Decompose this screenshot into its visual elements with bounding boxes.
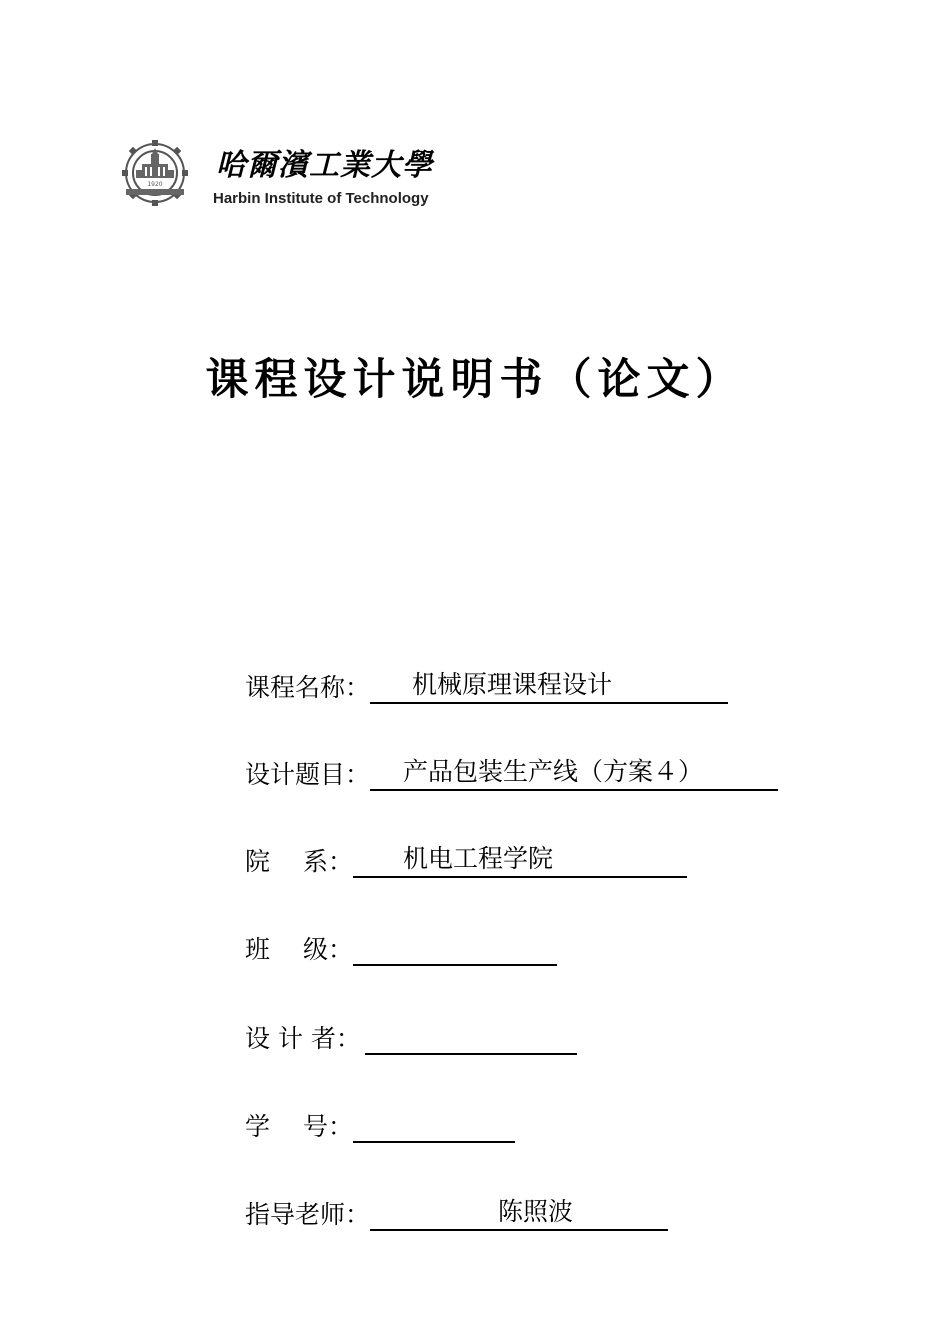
department-value: 机电工程学院 — [402, 844, 553, 873]
course-name-field — [245, 664, 728, 704]
course-name-label: 课程名称： — [245, 673, 371, 702]
course-name-value: 机械原理课程设计 — [412, 670, 613, 699]
class-underline — [353, 930, 557, 966]
department-label: 院 系： — [245, 847, 353, 876]
class-field — [245, 926, 557, 966]
department-underline — [353, 842, 687, 878]
document-title: 课程设计说明书（论文） — [205, 355, 745, 405]
university-name-en: Harbin Institute of Technology — [213, 190, 429, 207]
design-topic-underline — [370, 755, 778, 791]
design-topic-value: 产品包装生产线（方案４） — [403, 757, 704, 786]
advisor-value: 陈照波 — [498, 1197, 574, 1226]
university-name-cn: 哈爾濱工業大學 — [216, 148, 433, 183]
design-topic-label: 设计题目： — [245, 760, 371, 789]
designer-field — [245, 1015, 577, 1055]
designer-underline — [365, 1019, 577, 1055]
student-id-underline — [353, 1107, 515, 1143]
advisor-field — [245, 1191, 668, 1231]
designer-label: 设 计 者： — [245, 1024, 361, 1053]
advisor-underline — [370, 1195, 668, 1231]
course-name-underline — [370, 668, 728, 704]
student-id-field — [245, 1103, 515, 1143]
design-topic-field — [245, 751, 778, 791]
student-id-label: 学 号： — [245, 1112, 353, 1141]
advisor-label: 指导老师： — [245, 1200, 371, 1229]
emblem-year: 1920 — [147, 181, 163, 188]
department-field — [245, 838, 687, 878]
university-emblem-logo — [120, 138, 190, 208]
class-label: 班 级： — [245, 935, 353, 964]
